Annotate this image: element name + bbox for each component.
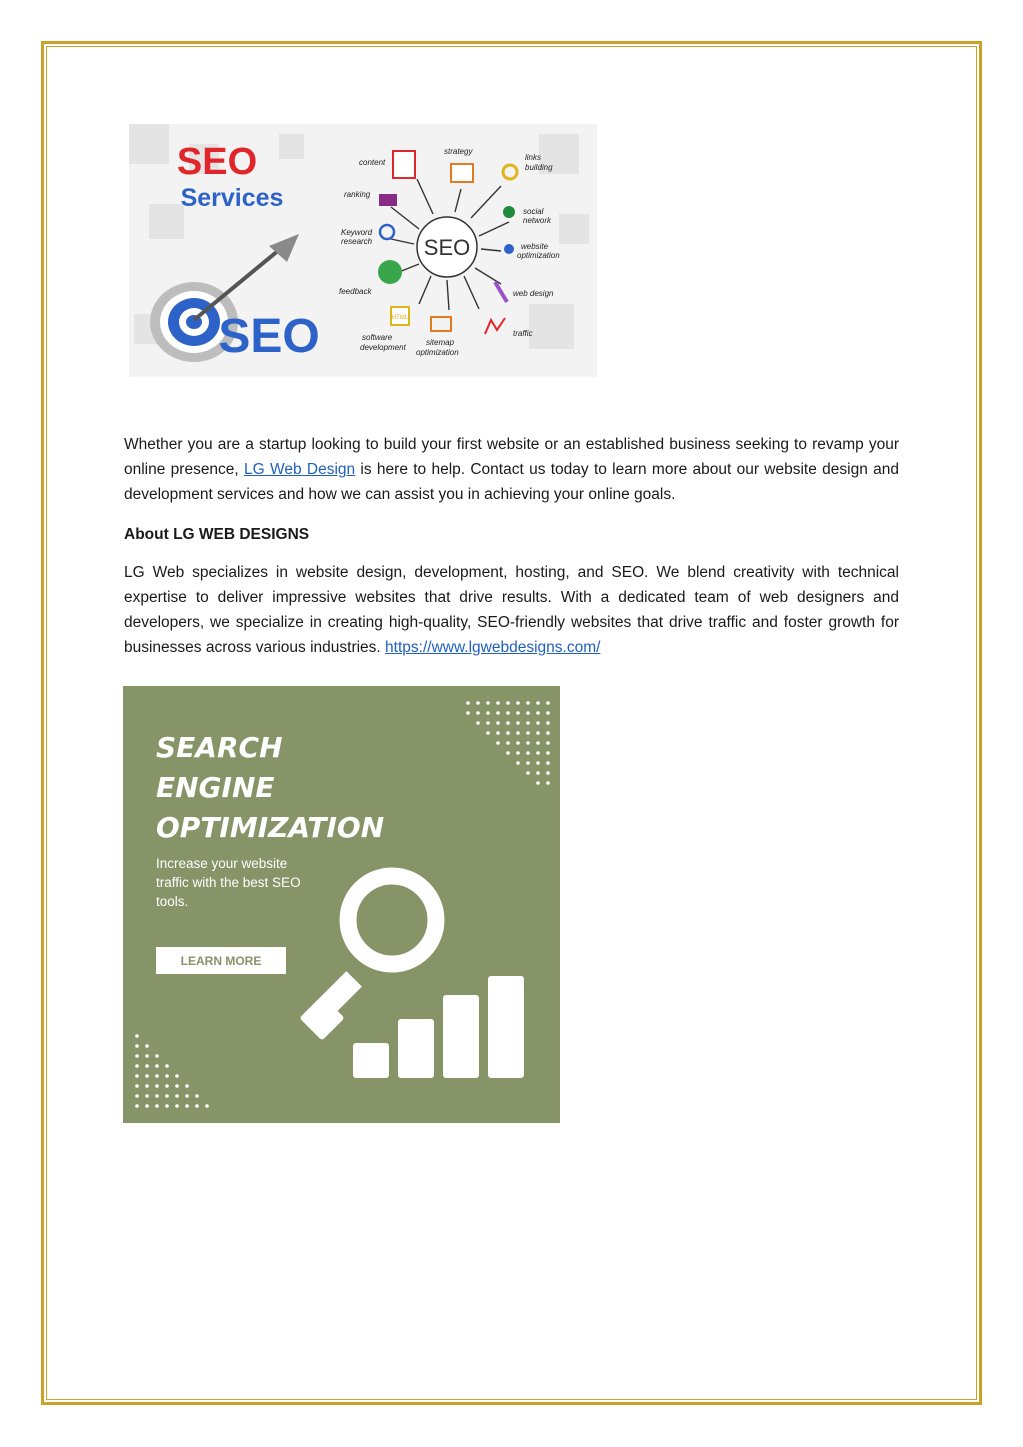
label-optimization: optimization — [517, 251, 560, 260]
pattern-dot — [175, 1074, 179, 1078]
pattern-dot — [516, 721, 520, 725]
intro-paragraph — [124, 432, 899, 507]
pattern-dot — [506, 711, 510, 715]
pattern-dot — [546, 771, 550, 775]
feedback-icon — [378, 260, 402, 284]
pattern-dot — [135, 1104, 139, 1108]
pattern-dot — [546, 711, 550, 715]
banner-subtitle-line2: traffic with the best SEO — [156, 875, 301, 890]
pattern-dot — [145, 1044, 149, 1048]
pattern-dot — [526, 721, 530, 725]
pattern-dot — [175, 1084, 179, 1088]
pattern-dot — [486, 711, 490, 715]
pattern-dot — [205, 1104, 209, 1108]
pattern-dot — [145, 1074, 149, 1078]
pattern-dot — [496, 741, 500, 745]
learn-more-label: LEARN MORE — [180, 954, 262, 968]
pattern-dot — [486, 701, 490, 705]
pattern-dot — [145, 1064, 149, 1068]
pattern-dot — [526, 771, 530, 775]
pattern-dot — [496, 711, 500, 715]
pattern-dot — [516, 741, 520, 745]
pattern-dot — [506, 721, 510, 725]
pattern-dot — [546, 701, 550, 705]
pattern-dot — [516, 711, 520, 715]
pattern-dot — [536, 741, 540, 745]
pattern-dot — [526, 731, 530, 735]
banner-title-optimization: OPTIMIZATION — [156, 811, 385, 844]
about-text: LG Web specializes in website design, development, hosting, and SEO. We blend creativity with technical expertise to deliver impressive websites that drive results. With a dedicated team of web designers and developers, we specialize in creating high-quality, SEO-friendly websites that drive traffic and foster growth for businesses across various industries. — [124, 564, 899, 656]
pattern-dot — [516, 701, 520, 705]
intro-text-before: Whether you are a startup looking to build your first website or an established business seeking to revamp your online presence, — [124, 436, 899, 478]
about-heading: About LG WEB DESIGNS — [124, 526, 310, 543]
label-strategy: strategy — [444, 147, 473, 156]
pattern-dot — [506, 731, 510, 735]
pattern-dot — [526, 751, 530, 755]
pattern-dot — [516, 761, 520, 765]
pattern-dot — [526, 761, 530, 765]
links-icon — [503, 165, 517, 179]
pattern-dot — [175, 1094, 179, 1098]
pattern-dot — [165, 1074, 169, 1078]
traffic-icon — [485, 318, 505, 334]
pattern-dot — [135, 1074, 139, 1078]
about-paragraph — [124, 560, 899, 660]
pattern-dot — [135, 1084, 139, 1088]
sitemap-icon — [431, 317, 451, 331]
pattern-dot — [155, 1084, 159, 1088]
pattern-dot — [486, 731, 490, 735]
pattern-dot — [165, 1064, 169, 1068]
pattern-dot — [466, 701, 470, 705]
website-optimization-icon — [504, 244, 514, 254]
pattern-dot — [506, 701, 510, 705]
pattern-dot — [546, 781, 550, 785]
html-icon-label: HTML — [391, 315, 409, 321]
label-links: links — [525, 153, 542, 162]
label-web-design: web design — [513, 289, 554, 298]
pattern-dot — [135, 1094, 139, 1098]
intro-text-after: is here to help. Contact us today to learn more about our website design and development services and how we can assist you in achieving your online goals. — [124, 461, 899, 503]
label-feedback: feedback — [339, 287, 372, 296]
pattern-dot — [536, 771, 540, 775]
pattern-dot — [526, 711, 530, 715]
services-title-text: Services — [180, 184, 284, 212]
pattern-dot — [185, 1104, 189, 1108]
pattern-dot — [536, 781, 540, 785]
pattern-dot — [195, 1104, 199, 1108]
pattern-dot — [155, 1064, 159, 1068]
pattern-dot — [135, 1064, 139, 1068]
social-icon — [503, 206, 515, 218]
banner-title-engine: ENGINE — [156, 771, 275, 804]
pattern-dot — [135, 1054, 139, 1058]
label-network: network — [523, 216, 552, 225]
pattern-dot — [536, 701, 540, 705]
pattern-dot — [185, 1084, 189, 1088]
label-traffic: traffic — [513, 329, 533, 338]
seo-banner-image — [123, 686, 560, 1123]
pattern-dot — [496, 701, 500, 705]
pattern-dot — [536, 751, 540, 755]
pattern-dot — [135, 1034, 139, 1038]
pattern-dot — [135, 1044, 139, 1048]
pattern-dot — [476, 701, 480, 705]
seo-services-image — [129, 124, 597, 377]
pattern-dot — [165, 1094, 169, 1098]
seo-banner-illustration — [123, 686, 560, 1123]
pattern-dot — [145, 1094, 149, 1098]
label-sitemap-optimization: optimization — [416, 348, 459, 357]
pattern-dot — [195, 1094, 199, 1098]
seo-services-illustration — [129, 124, 597, 377]
pattern-dot — [546, 751, 550, 755]
pattern-dot — [155, 1094, 159, 1098]
pattern-dot — [506, 741, 510, 745]
pattern-dot — [506, 751, 510, 755]
pattern-dot — [516, 731, 520, 735]
pattern-dot — [155, 1074, 159, 1078]
banner-title-search: SEARCH — [156, 731, 283, 764]
pattern-dot — [145, 1104, 149, 1108]
website-url-link[interactable]: https://www.lgwebdesigns.com/ — [385, 639, 601, 656]
pattern-dot — [476, 711, 480, 715]
pattern-dot — [546, 731, 550, 735]
banner-subtitle-line1: Increase your website — [156, 856, 288, 871]
pattern-dot — [546, 761, 550, 765]
pattern-dot — [155, 1054, 159, 1058]
label-keyword: Keyword — [341, 228, 373, 237]
pattern-dot — [536, 721, 540, 725]
pattern-dot — [536, 711, 540, 715]
label-software: software — [362, 333, 393, 342]
label-content: content — [359, 158, 386, 167]
pattern-dot — [536, 731, 540, 735]
label-ranking: ranking — [344, 190, 371, 199]
pattern-dot — [546, 741, 550, 745]
pattern-dot — [526, 741, 530, 745]
label-links-building: building — [525, 163, 553, 172]
label-research: research — [341, 237, 373, 246]
pattern-dot — [546, 721, 550, 725]
pattern-dot — [155, 1104, 159, 1108]
pattern-dot — [496, 721, 500, 725]
seo-center-text: SEO — [423, 235, 471, 260]
pattern-dot — [466, 711, 470, 715]
ranking-icon — [379, 194, 397, 206]
pattern-dot — [165, 1104, 169, 1108]
pattern-dot — [496, 731, 500, 735]
pattern-dot — [486, 721, 490, 725]
pattern-dot — [526, 701, 530, 705]
label-sitemap: sitemap — [426, 338, 455, 347]
web-design-icon — [495, 282, 507, 302]
strategy-icon — [451, 164, 473, 182]
lg-web-design-link[interactable]: LG Web Design — [244, 461, 356, 478]
seo-logo-text: SEO — [218, 310, 320, 363]
pattern-dot — [165, 1084, 169, 1088]
pattern-dot — [476, 721, 480, 725]
pattern-dot — [185, 1094, 189, 1098]
seo-title-text: SEO — [176, 141, 258, 183]
pattern-dot — [175, 1104, 179, 1108]
label-website: website — [521, 242, 549, 251]
label-social: social — [523, 207, 544, 216]
keyword-icon — [380, 225, 394, 239]
pattern-dot — [536, 761, 540, 765]
pattern-dot — [145, 1054, 149, 1058]
pattern-dot — [516, 751, 520, 755]
label-development: development — [360, 343, 406, 352]
banner-subtitle-line3: tools. — [156, 894, 189, 909]
pattern-dot — [145, 1084, 149, 1088]
content-icon — [393, 151, 415, 178]
